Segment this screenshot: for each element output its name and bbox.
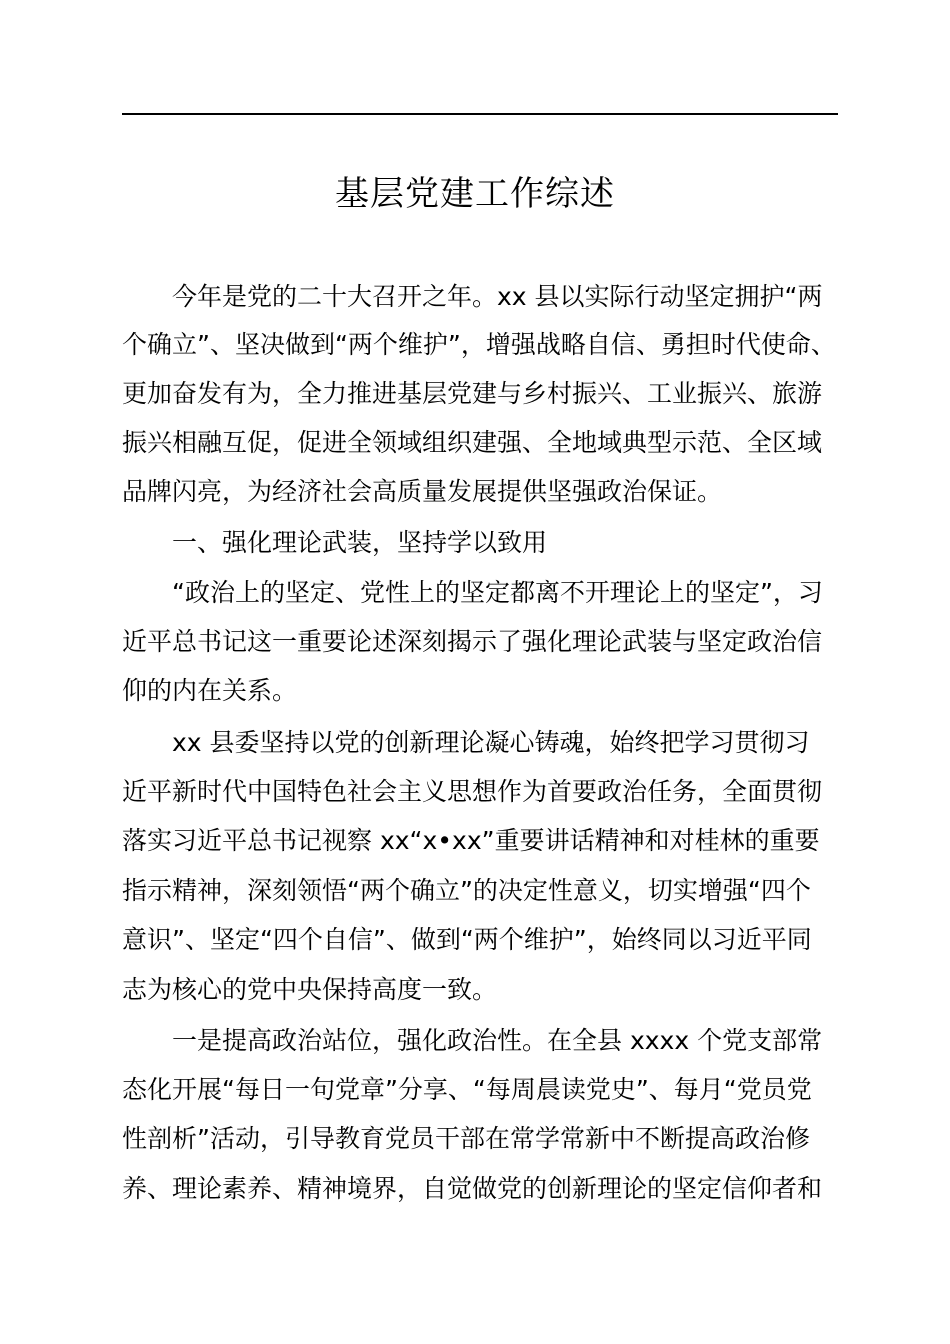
- paragraph-line: 一是提高政治站位，强化政治性。在全县 xxxx 个党支部常: [172, 1026, 823, 1055]
- header-rule: [122, 113, 838, 115]
- paragraph-line: 振兴相融互促，促进全领域组织建强、全地域典型示范、全区域: [122, 428, 823, 457]
- paragraph-line: 性剖析”活动，引导教育党员干部在常学常新中不断提高政治修: [122, 1124, 810, 1153]
- paragraph-line: “政治上的坚定、党性上的坚定都离不开理论上的坚定”，习: [172, 578, 823, 607]
- paragraph-line: 意识”、坚定“四个自信”、做到“两个维护”，始终同以习近平同: [122, 925, 812, 954]
- paragraph-line: 品牌闪亮，为经济社会高质量发展提供坚强政治保证。: [122, 477, 723, 506]
- paragraph-line: 更加奋发有为，全力推进基层党建与乡村振兴、工业振兴、旅游: [122, 379, 823, 408]
- paragraph-line: 今年是党的二十大召开之年。xx 县以实际行动坚定拥护“两: [172, 282, 823, 311]
- paragraph-line: 个确立”、坚决做到“两个维护”，增强战略自信、勇担时代使命、: [122, 330, 836, 359]
- paragraph-line: 指示精神，深刻领悟“两个确立”的决定性意义，切实增强“四个: [122, 876, 811, 905]
- paragraph-line: 仰的内在关系。: [122, 676, 298, 705]
- document-title: 基层党建工作综述: [335, 174, 615, 214]
- paragraph-line: 近平总书记这一重要论述深刻揭示了强化理论武装与坚定政治信: [122, 627, 823, 656]
- paragraph-line: 养、理论素养、精神境界，自觉做党的创新理论的坚定信仰者和: [122, 1174, 823, 1203]
- paragraph-line: 近平新时代中国特色社会主义思想作为首要政治任务，全面贯彻: [122, 777, 823, 806]
- paragraph-line: 落实习近平总书记视察 xx“x•xx”重要讲话精神和对桂林的重要: [122, 826, 820, 855]
- paragraph-line: 志为核心的党中央保持高度一致。: [122, 975, 498, 1004]
- paragraph-line: 态化开展“每日一句党章”分享、“每周晨读党史”、每月“党员党: [122, 1075, 812, 1104]
- section-heading: 一、强化理论武装，坚持学以致用: [172, 528, 548, 557]
- paragraph-line: xx 县委坚持以党的创新理论凝心铸魂，始终把学习贯彻习: [172, 728, 810, 757]
